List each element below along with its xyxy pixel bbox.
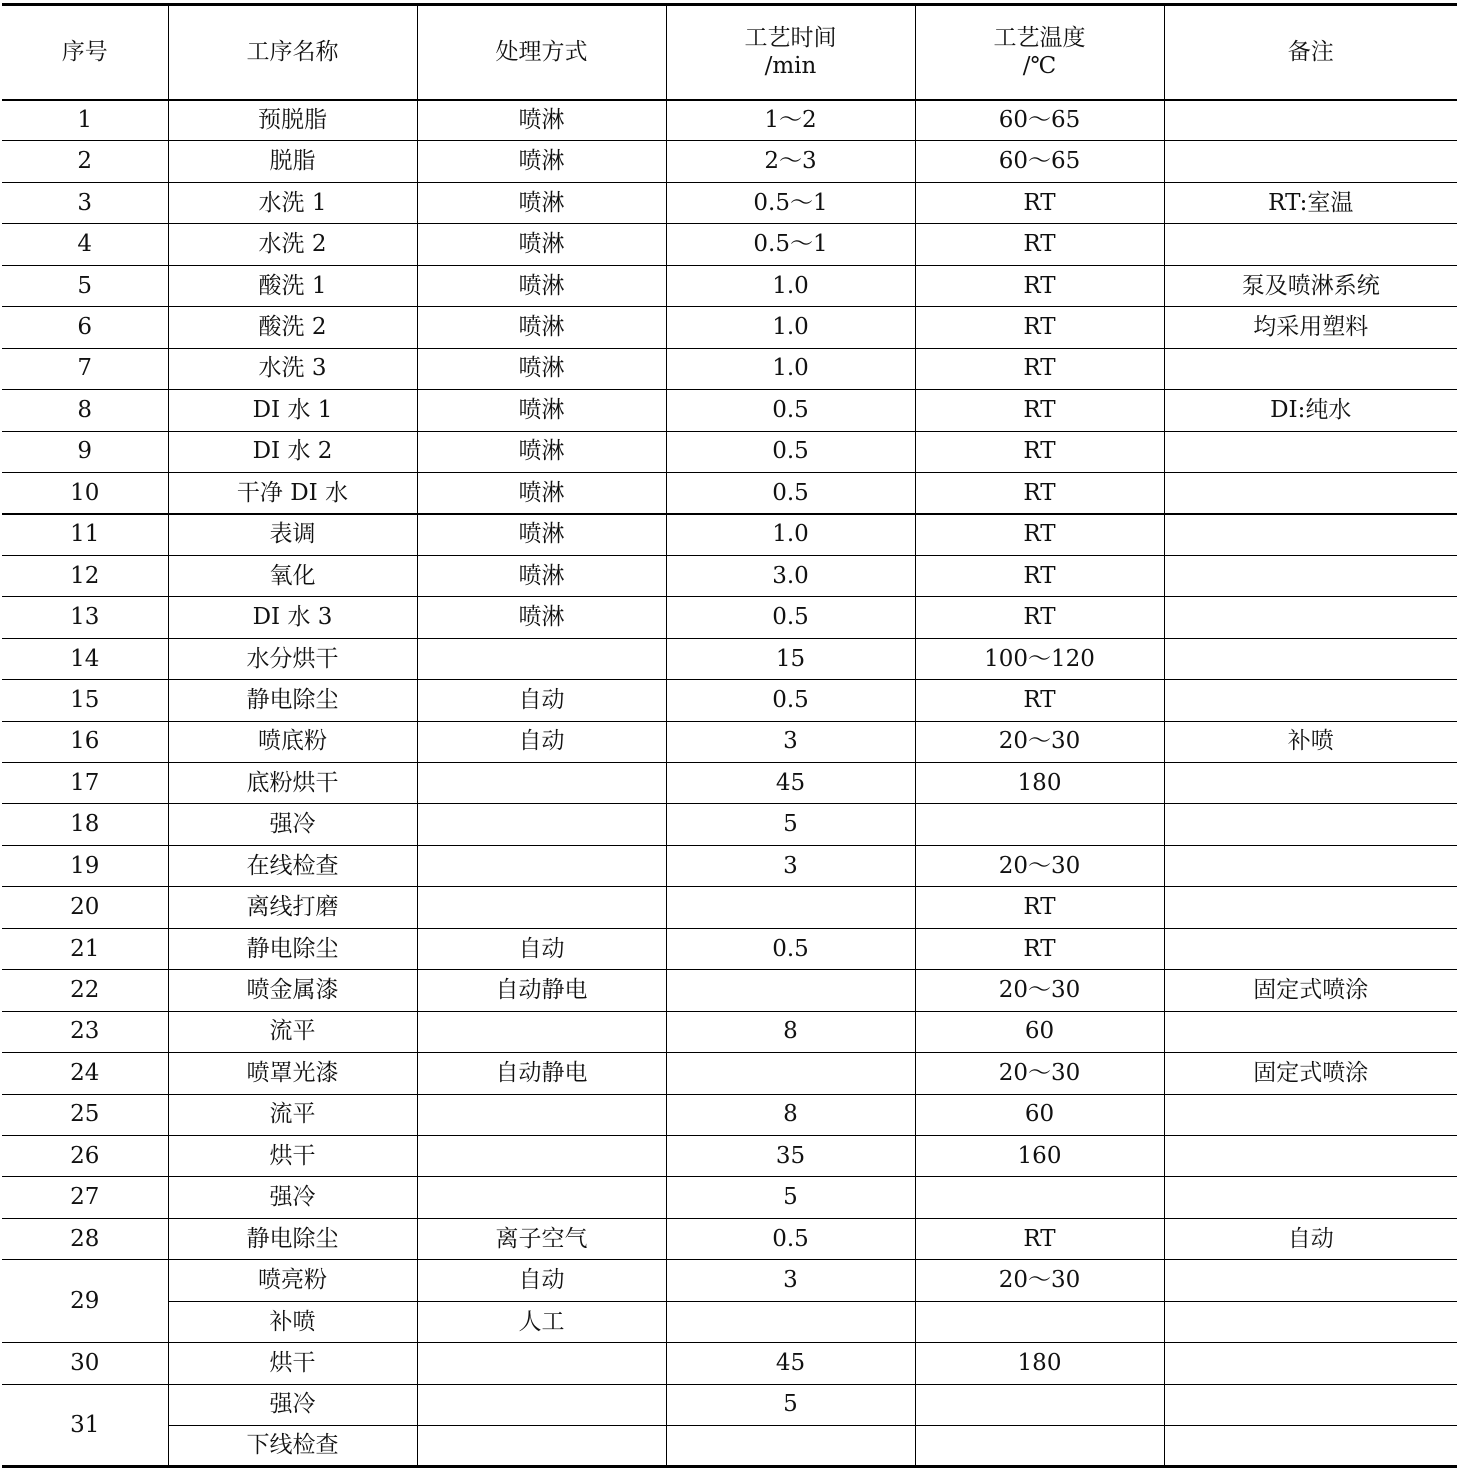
cell-name: 喷金属漆 [168, 970, 417, 1011]
cell-name: DI 水 3 [168, 597, 417, 638]
cell-seq: 23 [2, 1011, 168, 1052]
cell-seq: 30 [2, 1343, 168, 1384]
cell-method [417, 1426, 666, 1467]
table-row [2, 1053, 1457, 1094]
cell-seq: 18 [2, 804, 168, 845]
cell-name: 在线检查 [168, 845, 417, 886]
table-row [2, 141, 1457, 182]
table-row [2, 1301, 1457, 1342]
cell-temp: 60 [915, 1094, 1164, 1135]
cell-name: 干净 DI 水 [168, 472, 417, 513]
cell-time: 5 [666, 1177, 915, 1218]
cell-seq: 8 [2, 390, 168, 431]
cell-method: 自动 [417, 680, 666, 721]
table-row [2, 307, 1457, 348]
cell-temp [915, 1426, 1164, 1467]
cell-temp: 60～65 [915, 100, 1164, 141]
cell-temp: 180 [915, 1343, 1164, 1384]
cell-time: 0.5 [666, 472, 915, 513]
cell-time: 5 [666, 1384, 915, 1425]
cell-seq: 6 [2, 307, 168, 348]
cell-method [417, 887, 666, 928]
cell-name: 喷罩光漆 [168, 1053, 417, 1094]
cell-method [417, 638, 666, 679]
table-row [2, 348, 1457, 389]
cell-seq: 14 [2, 638, 168, 679]
cell-name: 酸洗 1 [168, 265, 417, 306]
cell-time: 0.5 [666, 431, 915, 472]
cell-method: 喷淋 [417, 141, 666, 182]
table-row [2, 390, 1457, 431]
cell-time: 2～3 [666, 141, 915, 182]
table-row [2, 100, 1457, 141]
process-table [2, 3, 1457, 1468]
cell-temp: RT [915, 1218, 1164, 1259]
cell-note [1164, 845, 1457, 886]
cell-temp: 160 [915, 1135, 1164, 1176]
table-row [2, 182, 1457, 223]
cell-method [417, 1094, 666, 1135]
table-row [2, 265, 1457, 306]
cell-name: 表调 [168, 514, 417, 555]
cell-note [1164, 763, 1457, 804]
cell-temp: RT [915, 431, 1164, 472]
cell-method: 人工 [417, 1301, 666, 1342]
cell-note [1164, 1094, 1457, 1135]
cell-time: 0.5 [666, 1218, 915, 1259]
cell-time [666, 1301, 915, 1342]
cell-time: 15 [666, 638, 915, 679]
cell-note: DI:纯水 [1164, 390, 1457, 431]
cell-time [666, 887, 915, 928]
cell-seq: 31 [2, 1384, 168, 1467]
cell-seq: 19 [2, 845, 168, 886]
cell-seq: 9 [2, 431, 168, 472]
cell-temp: 180 [915, 763, 1164, 804]
header-time-title: 工艺时间 [744, 24, 837, 51]
table-row [2, 597, 1457, 638]
cell-method: 喷淋 [417, 514, 666, 555]
table-row [2, 804, 1457, 845]
cell-method: 喷淋 [417, 307, 666, 348]
cell-note [1164, 514, 1457, 555]
cell-seq: 15 [2, 680, 168, 721]
cell-method: 喷淋 [417, 100, 666, 141]
table-row [2, 1177, 1457, 1218]
cell-note [1164, 1426, 1457, 1467]
cell-note [1164, 348, 1457, 389]
cell-temp: RT [915, 390, 1164, 431]
cell-seq: 28 [2, 1218, 168, 1259]
cell-temp [915, 1301, 1164, 1342]
table-row [2, 928, 1457, 969]
cell-method [417, 763, 666, 804]
cell-temp [915, 1177, 1164, 1218]
cell-temp: 20～30 [915, 970, 1164, 1011]
cell-name: 酸洗 2 [168, 307, 417, 348]
cell-method: 喷淋 [417, 265, 666, 306]
cell-seq: 2 [2, 141, 168, 182]
cell-note: 均采用塑料 [1164, 307, 1457, 348]
cell-method: 自动 [417, 1260, 666, 1301]
cell-temp [915, 1384, 1164, 1425]
cell-seq: 26 [2, 1135, 168, 1176]
cell-temp: 20～30 [915, 845, 1164, 886]
cell-time [666, 970, 915, 1011]
cell-time: 5 [666, 804, 915, 845]
cell-note [1164, 1301, 1457, 1342]
cell-name: 氧化 [168, 555, 417, 596]
cell-name: 水分烘干 [168, 638, 417, 679]
cell-note [1164, 1011, 1457, 1052]
cell-name: 静电除尘 [168, 928, 417, 969]
cell-name: 烘干 [168, 1135, 417, 1176]
cell-name: 离线打磨 [168, 887, 417, 928]
cell-time: 0.5～1 [666, 224, 915, 265]
table-row [2, 1218, 1457, 1259]
table-row [2, 1135, 1457, 1176]
cell-note [1164, 804, 1457, 845]
cell-note [1164, 224, 1457, 265]
header-temp [915, 5, 1164, 100]
cell-name: 喷底粉 [168, 721, 417, 762]
cell-temp: 60 [915, 1011, 1164, 1052]
cell-time: 0.5 [666, 680, 915, 721]
cell-seq: 3 [2, 182, 168, 223]
cell-method: 自动静电 [417, 970, 666, 1011]
table-row [2, 224, 1457, 265]
cell-method: 自动 [417, 721, 666, 762]
cell-name: 烘干 [168, 1343, 417, 1384]
cell-name: 水洗 1 [168, 182, 417, 223]
table-row [2, 680, 1457, 721]
cell-temp: 20～30 [915, 721, 1164, 762]
cell-seq: 20 [2, 887, 168, 928]
cell-temp: RT [915, 928, 1164, 969]
cell-note [1164, 555, 1457, 596]
cell-method [417, 1135, 666, 1176]
cell-method: 离子空气 [417, 1218, 666, 1259]
header-time-unit: /min [764, 53, 817, 80]
cell-name: 静电除尘 [168, 680, 417, 721]
cell-name: 下线检查 [168, 1426, 417, 1467]
table-row [2, 1260, 1457, 1301]
cell-name: 水洗 2 [168, 224, 417, 265]
cell-temp: RT [915, 182, 1164, 223]
cell-temp: RT [915, 265, 1164, 306]
cell-note: 泵及喷淋系统 [1164, 265, 1457, 306]
cell-note: 补喷 [1164, 721, 1457, 762]
table-row [2, 970, 1457, 1011]
cell-seq: 22 [2, 970, 168, 1011]
cell-method [417, 1384, 666, 1425]
cell-note [1164, 597, 1457, 638]
cell-note: RT:室温 [1164, 182, 1457, 223]
header-note: 备注 [1164, 5, 1457, 100]
cell-name: 静电除尘 [168, 1218, 417, 1259]
cell-method: 喷淋 [417, 555, 666, 596]
cell-note [1164, 141, 1457, 182]
cell-temp: RT [915, 680, 1164, 721]
cell-name: 补喷 [168, 1301, 417, 1342]
cell-time [666, 1426, 915, 1467]
cell-temp: RT [915, 472, 1164, 513]
header-temp-unit: /℃ [1022, 53, 1057, 80]
table-row [2, 555, 1457, 596]
table-row [2, 845, 1457, 886]
cell-name: 强冷 [168, 1177, 417, 1218]
cell-temp: RT [915, 224, 1164, 265]
cell-time: 1～2 [666, 100, 915, 141]
cell-method [417, 804, 666, 845]
cell-name: 强冷 [168, 1384, 417, 1425]
cell-method: 喷淋 [417, 431, 666, 472]
header-seq: 序号 [2, 5, 168, 100]
cell-seq: 7 [2, 348, 168, 389]
cell-name: 喷亮粉 [168, 1260, 417, 1301]
cell-name: 预脱脂 [168, 100, 417, 141]
cell-note [1164, 1177, 1457, 1218]
cell-note: 固定式喷涂 [1164, 1053, 1457, 1094]
cell-time: 1.0 [666, 265, 915, 306]
header-name: 工序名称 [168, 5, 417, 100]
cell-temp: RT [915, 597, 1164, 638]
cell-method: 喷淋 [417, 182, 666, 223]
table-row [2, 1426, 1457, 1467]
cell-time [666, 1053, 915, 1094]
cell-name: 流平 [168, 1094, 417, 1135]
cell-time: 1.0 [666, 307, 915, 348]
cell-seq: 13 [2, 597, 168, 638]
table-row [2, 638, 1457, 679]
header-time [666, 5, 915, 100]
cell-temp: RT [915, 307, 1164, 348]
cell-name: 脱脂 [168, 141, 417, 182]
header-temp-title: 工艺温度 [993, 24, 1086, 51]
cell-note [1164, 1135, 1457, 1176]
cell-seq: 24 [2, 1053, 168, 1094]
cell-time: 1.0 [666, 514, 915, 555]
cell-name: DI 水 1 [168, 390, 417, 431]
cell-note [1164, 638, 1457, 679]
cell-time: 45 [666, 1343, 915, 1384]
cell-temp: RT [915, 555, 1164, 596]
cell-seq: 4 [2, 224, 168, 265]
cell-seq: 29 [2, 1260, 168, 1343]
cell-time: 0.5 [666, 928, 915, 969]
cell-note [1164, 887, 1457, 928]
cell-note [1164, 100, 1457, 141]
table-body [2, 100, 1457, 1467]
cell-time: 3 [666, 721, 915, 762]
table-row [2, 514, 1457, 555]
cell-temp: RT [915, 887, 1164, 928]
cell-temp: 60～65 [915, 141, 1164, 182]
cell-temp: 100～120 [915, 638, 1164, 679]
cell-seq: 11 [2, 514, 168, 555]
cell-seq: 17 [2, 763, 168, 804]
cell-method: 喷淋 [417, 224, 666, 265]
cell-time: 0.5 [666, 597, 915, 638]
cell-method [417, 1011, 666, 1052]
cell-seq: 16 [2, 721, 168, 762]
cell-seq: 21 [2, 928, 168, 969]
cell-note: 固定式喷涂 [1164, 970, 1457, 1011]
cell-method: 喷淋 [417, 597, 666, 638]
cell-note [1164, 1343, 1457, 1384]
cell-note [1164, 472, 1457, 513]
cell-time: 3 [666, 1260, 915, 1301]
table-row [2, 472, 1457, 513]
cell-note [1164, 680, 1457, 721]
cell-time: 3.0 [666, 555, 915, 596]
header-row [2, 5, 1457, 100]
cell-method: 喷淋 [417, 348, 666, 389]
cell-method: 喷淋 [417, 390, 666, 431]
cell-seq: 1 [2, 100, 168, 141]
cell-name: DI 水 2 [168, 431, 417, 472]
cell-name: 强冷 [168, 804, 417, 845]
table-row [2, 763, 1457, 804]
cell-note: 自动 [1164, 1218, 1457, 1259]
header-method: 处理方式 [417, 5, 666, 100]
cell-time: 0.5 [666, 390, 915, 431]
cell-seq: 27 [2, 1177, 168, 1218]
cell-time: 0.5～1 [666, 182, 915, 223]
cell-seq: 12 [2, 555, 168, 596]
cell-note [1164, 1384, 1457, 1425]
table-row [2, 1343, 1457, 1384]
cell-time: 8 [666, 1094, 915, 1135]
cell-name: 流平 [168, 1011, 417, 1052]
table-row [2, 1011, 1457, 1052]
cell-method [417, 1177, 666, 1218]
cell-time: 3 [666, 845, 915, 886]
cell-name: 底粉烘干 [168, 763, 417, 804]
cell-seq: 5 [2, 265, 168, 306]
cell-temp: 20～30 [915, 1260, 1164, 1301]
cell-method [417, 1343, 666, 1384]
cell-method: 喷淋 [417, 472, 666, 513]
cell-temp: RT [915, 514, 1164, 555]
table-row [2, 721, 1457, 762]
table-row [2, 1384, 1457, 1425]
cell-name: 水洗 3 [168, 348, 417, 389]
cell-temp [915, 804, 1164, 845]
table-row [2, 1094, 1457, 1135]
cell-method: 自动 [417, 928, 666, 969]
cell-temp: 20～30 [915, 1053, 1164, 1094]
cell-seq: 25 [2, 1094, 168, 1135]
cell-time: 8 [666, 1011, 915, 1052]
cell-note [1164, 431, 1457, 472]
cell-time: 1.0 [666, 348, 915, 389]
cell-note [1164, 1260, 1457, 1301]
table-row [2, 887, 1457, 928]
cell-note [1164, 928, 1457, 969]
cell-method [417, 845, 666, 886]
cell-method: 自动静电 [417, 1053, 666, 1094]
cell-temp: RT [915, 348, 1164, 389]
cell-time: 45 [666, 763, 915, 804]
table-row [2, 431, 1457, 472]
cell-seq: 10 [2, 472, 168, 513]
cell-time: 35 [666, 1135, 915, 1176]
